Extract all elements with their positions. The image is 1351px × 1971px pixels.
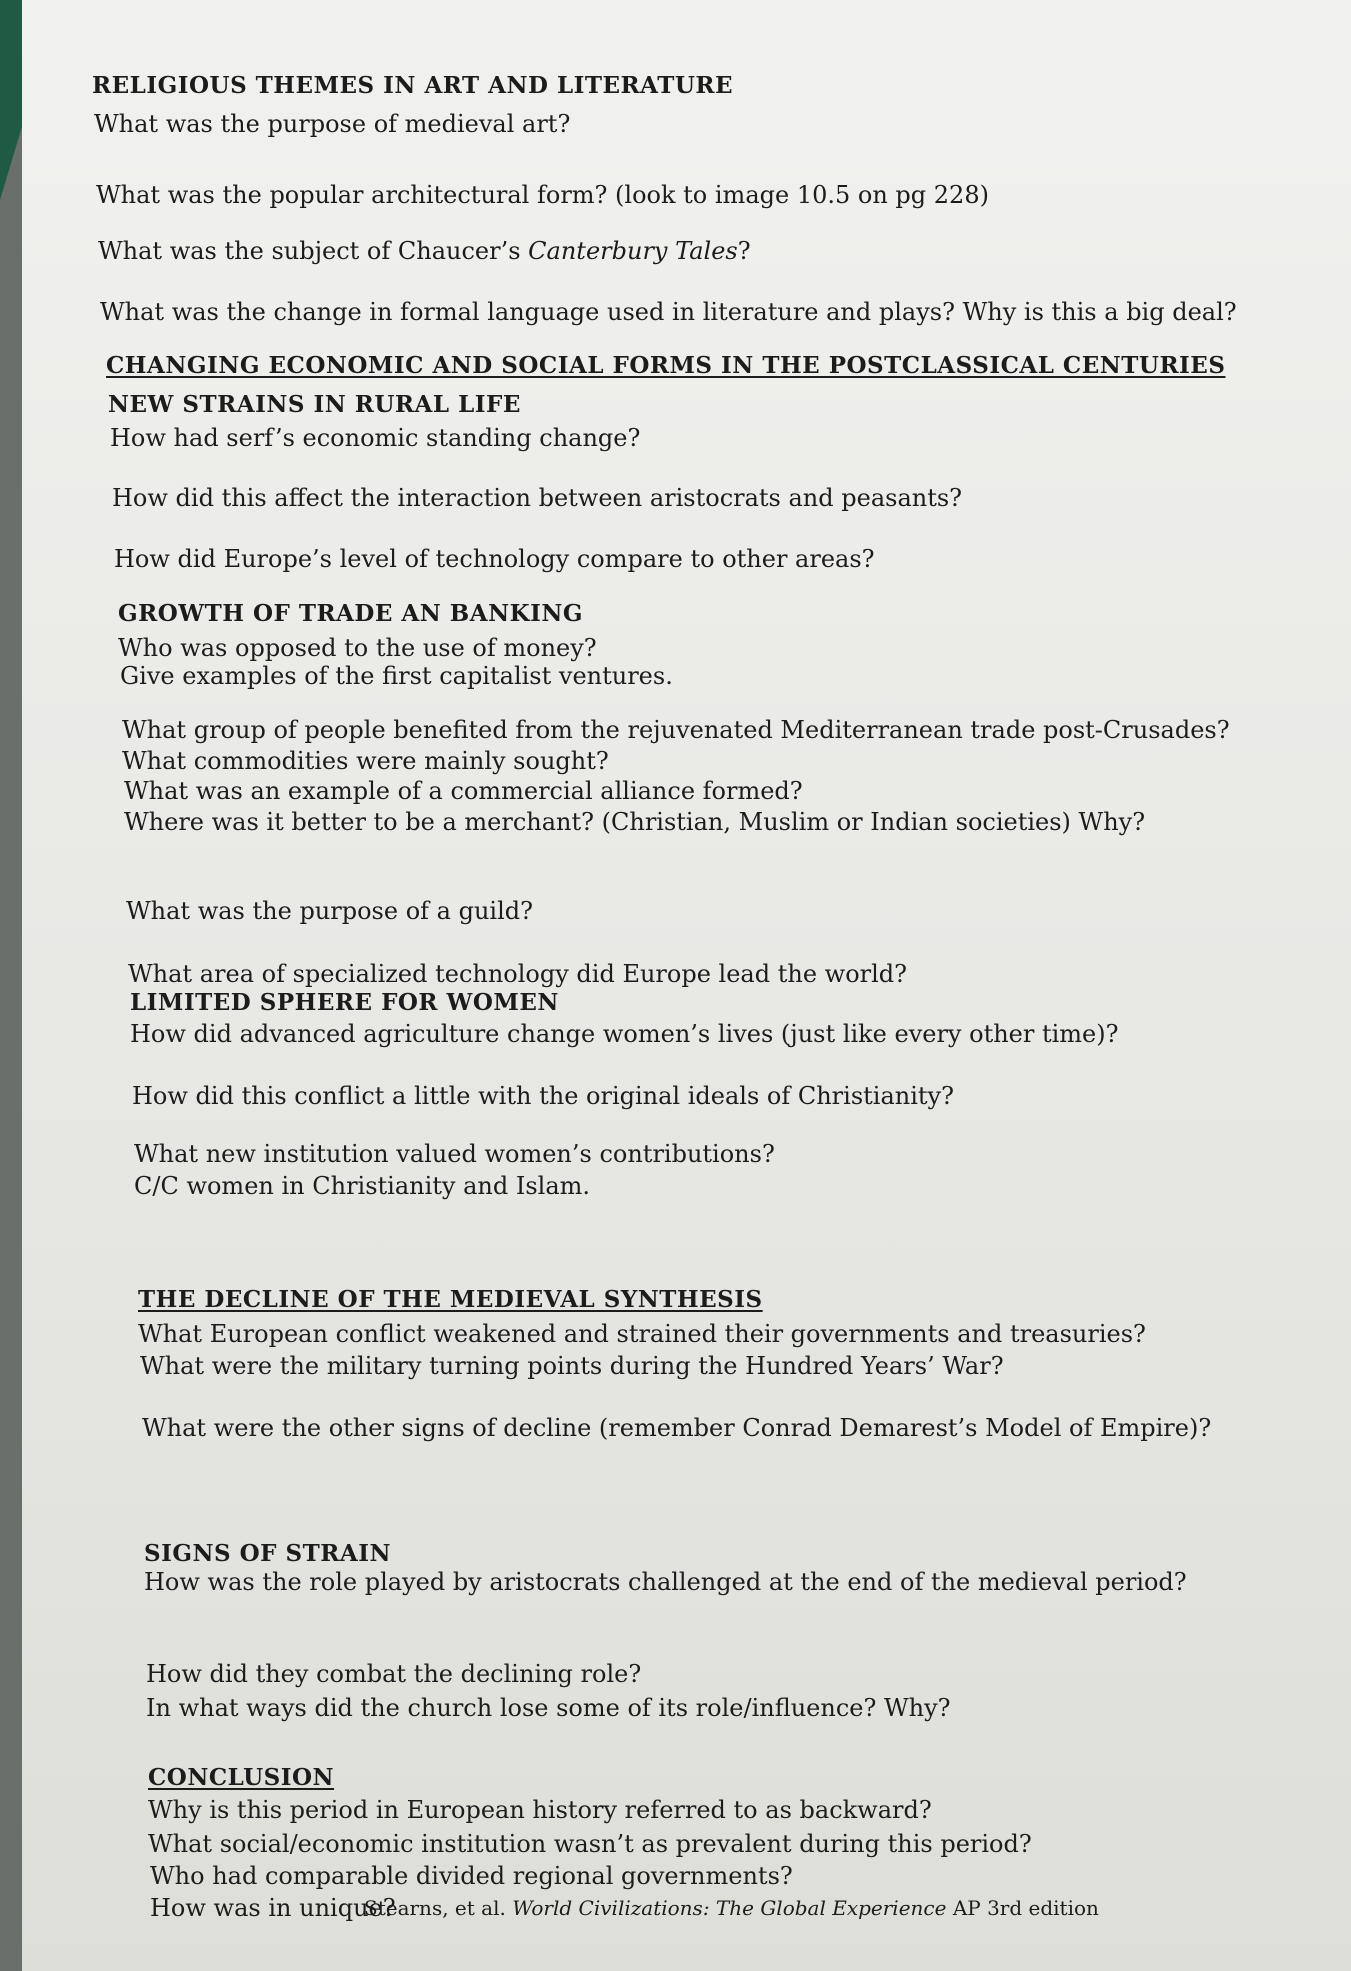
question: What European conflict weakened and strained their governments and treasuries?	[138, 1320, 1146, 1348]
question: How did advanced agriculture change women’s lives (just like every other time)?	[130, 1020, 1119, 1048]
section-heading-strain: SIGNS OF STRAIN	[144, 1540, 391, 1567]
question: Who was opposed to the use of money?	[118, 634, 597, 662]
question: How was the role played by aristocrats challenged at the end of the medieval period?	[144, 1568, 1187, 1596]
question: What area of specialized technology did Europe lead the world?	[128, 960, 908, 988]
question: What was the subject of Chaucer’s Canterbury Tales?	[98, 237, 751, 265]
section-heading-trade: GROWTH OF TRADE AN BANKING	[118, 600, 584, 627]
question: What new institution valued women’s contributions?	[134, 1140, 775, 1168]
citation-authors: Stearns, et al.	[364, 1896, 506, 1920]
question: Give examples of the first capitalist ventures.	[120, 662, 673, 690]
question: How did Europe’s level of technology compare to other areas?	[114, 545, 875, 573]
question: Why is this period in European history referred to as backward?	[148, 1796, 932, 1824]
question: How was in unique?	[150, 1894, 396, 1922]
section-heading-decline: THE DECLINE OF THE MEDIEVAL SYNTHESIS	[138, 1286, 763, 1313]
subsection-heading-rural: NEW STRAINS IN RURAL LIFE	[108, 391, 521, 418]
section-heading-conclusion: CONCLUSION	[148, 1764, 335, 1791]
question: What was an example of a commercial alliance formed?	[124, 777, 803, 805]
question: How had serf’s economic standing change?	[110, 424, 641, 452]
question: What was the purpose of medieval art?	[94, 110, 571, 138]
question: What were the military turning points during the Hundred Years’ War?	[140, 1352, 1004, 1380]
question: Who had comparable divided regional governments?	[150, 1862, 793, 1890]
question: How did this affect the interaction between aristocrats and peasants?	[112, 484, 963, 512]
section-heading-changing: CHANGING ECONOMIC AND SOCIAL FORMS IN THE POSTCLASSICAL CENTURIES	[106, 352, 1226, 379]
section-heading-women: LIMITED SPHERE FOR WOMEN	[130, 989, 559, 1016]
question: Where was it better to be a merchant? (Christian, Muslim or Indian societies) Why?	[124, 808, 1146, 836]
question: What was the popular architectural form? (look to image 10.5 on pg 228)	[96, 181, 989, 209]
question: C/C women in Christianity and Islam.	[134, 1172, 591, 1200]
worksheet-page	[22, 0, 1351, 1971]
question: How did this conflict a little with the original ideals of Christianity?	[132, 1082, 954, 1110]
question: What was the purpose of a guild?	[126, 897, 533, 925]
question: What commodities were mainly sought?	[122, 747, 609, 775]
question: What were the other signs of decline (remember Conrad Demarest’s Model of Empire)?	[142, 1414, 1212, 1442]
citation-edition: AP 3rd edition	[952, 1896, 1099, 1920]
question: In what ways did the church lose some of its role/influence? Why?	[146, 1694, 951, 1722]
section-heading-art: RELIGIOUS THEMES IN ART AND LITERATURE	[92, 72, 734, 99]
question: What was the change in formal language used in literature and plays? Why is this a big deal?	[100, 298, 1237, 326]
question: How did they combat the declining role?	[146, 1660, 642, 1688]
question: What group of people benefited from the rejuvenated Mediterranean trade post-Crusades?	[122, 716, 1230, 744]
citation	[364, 1894, 1099, 1922]
citation-title: World Civilizations: The Global Experience	[512, 1896, 947, 1920]
question: What social/economic institution wasn’t as prevalent during this period?	[148, 1830, 1032, 1858]
